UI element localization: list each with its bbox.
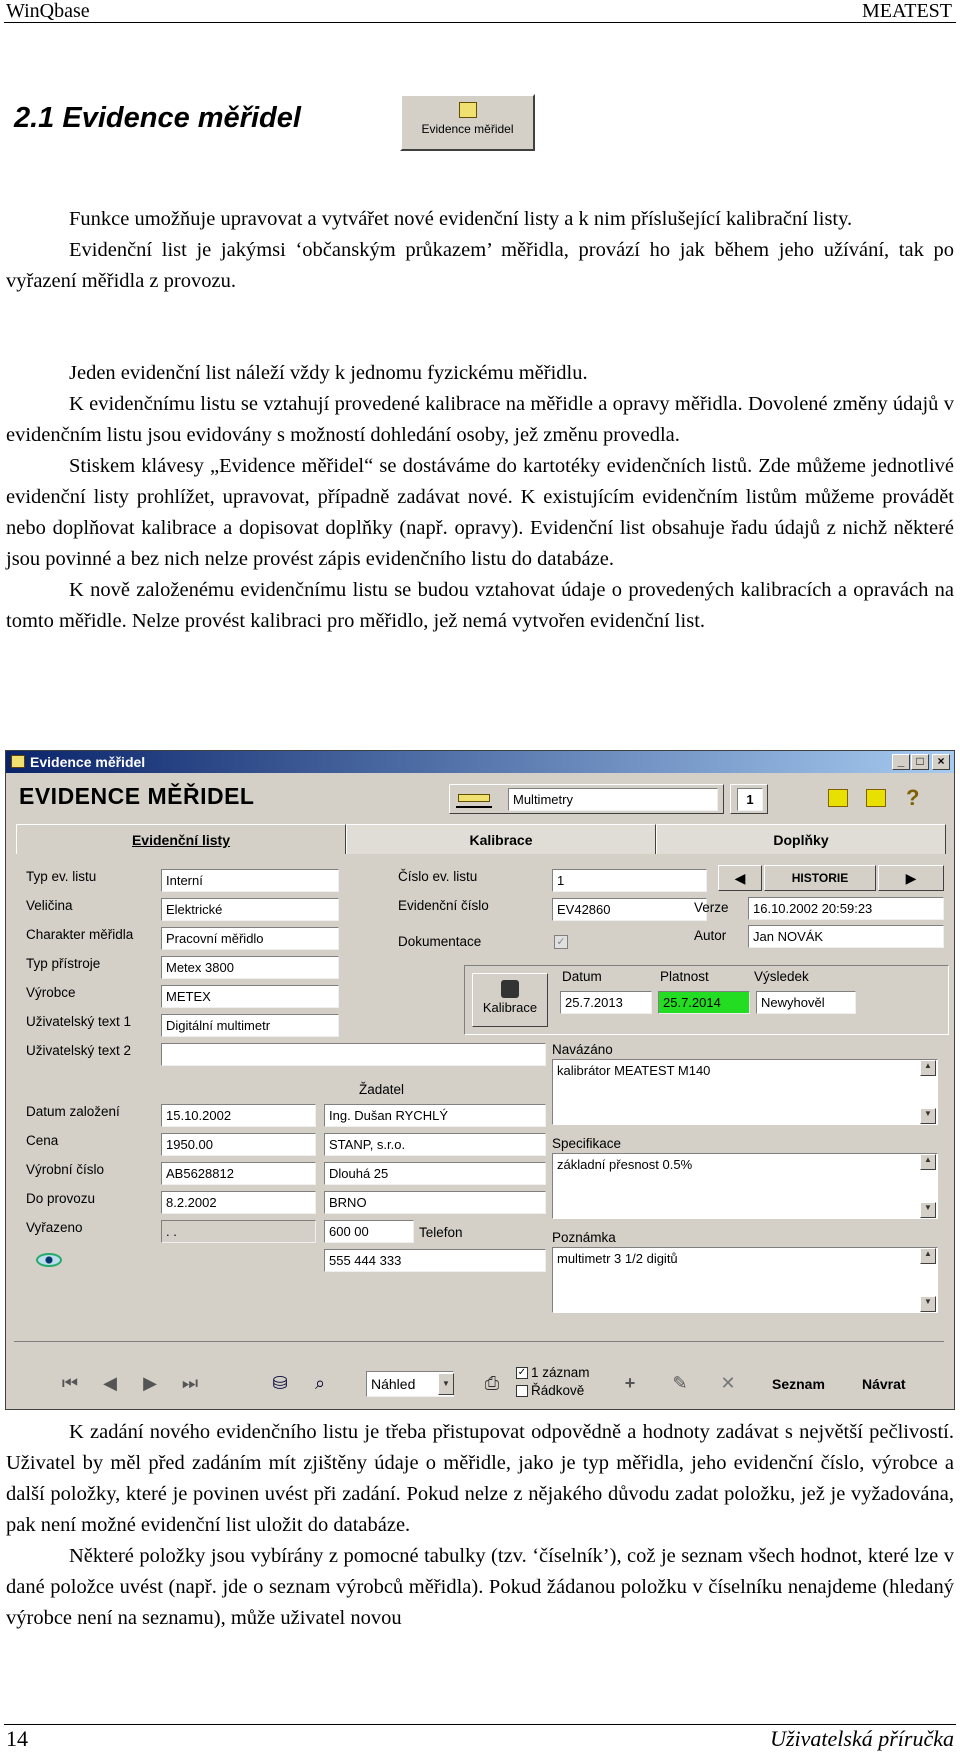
field-label: Dokumentace	[398, 934, 482, 949]
category-value[interactable]: Multimetry	[508, 788, 718, 811]
body-paragraph: K evidenčnímu listu se vztahují provedené kalibrace na měřidle a opravy měřidla. Dovolené změny údajů v evidenčním listu jsou evidovány s možností dohledání osoby, jež změnu provedla.	[6, 393, 954, 446]
velicina-field[interactable]: Elektrické	[161, 898, 339, 921]
footer-manual-title: Uživatelská příručka	[770, 1726, 954, 1751]
zadatel-zip-field[interactable]: 600 00	[324, 1220, 414, 1243]
first-record-icon[interactable]: ⏮	[61, 1373, 79, 1393]
record-counter-value: 1	[737, 788, 763, 811]
kal-platnost-field: 25.7.2014	[658, 991, 750, 1014]
kal-header: Výsledek	[754, 969, 809, 984]
field-label: Evidenční číslo	[398, 898, 489, 913]
body-paragraph: K nově založenému evidenčnímu listu se budou vztahovat údaje o provedených kalibracích a opravách na tomto měřidle. Nelze provést kalibraci pro měřidlo, jež nemá vytvořen evidenční list.	[6, 579, 954, 632]
radkove-checkbox[interactable]	[516, 1385, 528, 1397]
section-heading: 2.1 Evidence měřidel	[14, 102, 301, 134]
zadatel-street-field[interactable]: Dlouhá 25	[324, 1162, 546, 1185]
window-app-icon	[11, 755, 25, 768]
multimeter-icon	[456, 792, 492, 808]
telefon-field[interactable]: 555 444 333	[324, 1249, 546, 1272]
tab-doplnky[interactable]: Doplňky	[656, 824, 946, 854]
poznamka-value: multimetr 3 1/2 digitů	[557, 1251, 678, 1266]
body-text-2	[6, 1417, 954, 1634]
kal-header: Platnost	[660, 969, 709, 984]
field-label: Cena	[26, 1133, 59, 1148]
body-paragraph: Jeden evidenční list náleží vždy k jednomu fyzickému měřidlu.	[69, 362, 588, 384]
header-app-name: WinQbase	[6, 0, 90, 22]
calibrator-icon	[501, 980, 519, 998]
export-record-icon[interactable]	[866, 789, 886, 807]
specifikace-value: základní přesnost 0.5%	[557, 1157, 693, 1172]
navazano-textarea[interactable]	[552, 1059, 938, 1125]
window-titlebar	[6, 751, 954, 773]
tab-kalibrace[interactable]: Kalibrace	[346, 824, 656, 854]
vyrazeno-field[interactable]: . .	[161, 1220, 316, 1243]
seznam-button[interactable]: Seznam	[772, 1376, 825, 1392]
cislo-ev-listu-field[interactable]: 1	[552, 869, 707, 892]
new-record-icon[interactable]	[828, 789, 848, 807]
do-provozu-field[interactable]: 8.2.2002	[161, 1191, 316, 1214]
delete-record-icon[interactable]: ✕	[720, 1373, 736, 1393]
poznamka-label: Poznámka	[552, 1230, 616, 1245]
kal-header: Datum	[562, 969, 602, 984]
prev-record-icon[interactable]: ◀	[103, 1373, 117, 1393]
zadatel-city-field[interactable]: BRNO	[324, 1191, 546, 1214]
intro-paragraph: Evidenční list je jakýmsi ‘občanským průkazem’ měřidla, provází ho jak během jeho užívání, tak po vyřazení měřidla z provozu.	[6, 239, 954, 292]
chevron-down-icon[interactable]: ▼	[438, 1373, 454, 1395]
field-label: Do provozu	[26, 1191, 96, 1206]
kal-datum-field: 25.7.2013	[560, 991, 652, 1014]
minimize-button[interactable]: _	[892, 754, 910, 770]
zadatel-firm-field[interactable]: STANP, s.r.o.	[324, 1133, 546, 1156]
field-label: Typ přístroje	[26, 956, 101, 971]
scroll-up-button[interactable]: ▲	[920, 1154, 936, 1170]
specifikace-textarea[interactable]	[552, 1153, 938, 1219]
body-paragraph: Stiskem klávesy „Evidence měřidel“ se dostáváme do kartotéky evidenčních listů. Zde můžeme jednotlivé evidenční listy prohlížet, upravovat, případně zadávat nové. K existujícím evidenčním listům můžeme provádět nebo doplňovat kalibrace a dopisovat doplňky (např. opravy). Evidenční list obsahuje řadu údajů z nichž některé jsou povinné a bez nich nelze provést zápis evidenčního listu do databáze.	[6, 455, 954, 570]
datum-zalozeni-field[interactable]: 15.10.2002	[161, 1104, 316, 1127]
evidencni-cislo-field[interactable]: EV42860	[552, 898, 707, 921]
scroll-down-button[interactable]: ▼	[920, 1108, 936, 1124]
uzivatelsky-text-2-field[interactable]	[161, 1043, 546, 1066]
jeden-zaznam-label: 1 záznam	[531, 1365, 590, 1380]
page-number: 14	[6, 1726, 28, 1751]
zadatel-label: Žadatel	[359, 1082, 405, 1097]
uzivatelsky-text-1-field[interactable]: Digitální multimetr	[161, 1014, 339, 1037]
kalibrace-button-label: Kalibrace	[482, 1000, 538, 1015]
field-label: Uživatelský text 2	[26, 1043, 132, 1058]
autor-field: Jan NOVÁK	[748, 925, 944, 948]
scroll-up-button[interactable]: ▲	[920, 1060, 936, 1076]
eye-icon[interactable]	[36, 1253, 62, 1267]
evidence-meridel-toolbar-button[interactable]	[400, 94, 535, 151]
tab-evidencni-listy[interactable]: Evidenční listy	[16, 824, 346, 854]
next-record-icon[interactable]: ▶	[143, 1373, 157, 1393]
vyrobce-field[interactable]: METEX	[161, 985, 339, 1008]
scroll-down-button[interactable]: ▼	[920, 1202, 936, 1218]
search-icon[interactable]: ⌕	[314, 1373, 326, 1393]
field-label: Uživatelský text 1	[26, 1014, 132, 1029]
poznamka-textarea[interactable]	[552, 1247, 938, 1313]
autor-label: Autor	[694, 928, 727, 943]
view-mode-value: Náhled	[371, 1376, 416, 1392]
field-label: Veličina	[26, 898, 73, 913]
help-icon[interactable]: ?	[906, 785, 920, 810]
field-label: Datum založení	[26, 1104, 120, 1119]
vyrobni-cislo-field[interactable]: AB5628812	[161, 1162, 316, 1185]
navazano-value: kalibrátor MEATEST M140	[557, 1063, 711, 1078]
specifikace-label: Specifikace	[552, 1136, 622, 1151]
historie-button[interactable]: HISTORIE	[764, 865, 876, 891]
intro-paragraph: Funkce umožňuje upravovat a vytvářet nové evidenční listy a k nim příslušející kalibrační listy.	[69, 208, 853, 230]
field-label: Vyřazeno	[26, 1220, 83, 1235]
window-title: Evidence měřidel	[30, 754, 146, 770]
field-label: Výrobní číslo	[26, 1162, 105, 1177]
field-label: Typ ev. listu	[26, 869, 97, 884]
record-counter	[730, 784, 768, 814]
card-file-icon	[459, 102, 477, 118]
typ-ev-listu-field[interactable]: Interní	[161, 869, 339, 892]
dokumentace-checkbox[interactable]: ✓	[554, 935, 568, 949]
page-header	[4, 0, 956, 23]
charakter-meridla-field[interactable]: Pracovní měřidlo	[161, 927, 339, 950]
kalibrace-button[interactable]	[472, 973, 548, 1027]
jeden-zaznam-checkbox[interactable]: ✓	[517, 1367, 527, 1378]
zadatel-name-field[interactable]: Ing. Dušan RYCHLÝ	[324, 1104, 546, 1127]
field-label: Výrobce	[26, 985, 76, 1000]
body-paragraph: Některé položky jsou vybírány z pomocné tabulky (tzv. ‘číselník’), což je seznam všech hodnot, které lze v dané položce uvést (např. jde o seznam výrobců měřidla). Pokud žádanou položku v číselníku nenajdeme (hledaný výrobce není na seznamu), může uživatel novou	[6, 1545, 954, 1629]
last-record-icon[interactable]: ⏭	[181, 1373, 199, 1393]
scroll-up-button[interactable]: ▲	[920, 1248, 936, 1264]
typ-pristroje-field[interactable]: Metex 3800	[161, 956, 339, 979]
kal-vysledek-field: Newyhověl	[756, 991, 856, 1014]
header-company: MEATEST	[862, 0, 952, 22]
history-next-button[interactable]: ▶	[878, 865, 944, 891]
toolbar-button-label: Evidence měřidel	[421, 122, 514, 136]
toolbar-separator	[14, 1341, 944, 1342]
category-selector[interactable]	[449, 784, 724, 814]
body-paragraph: K zadání nového evidenčního listu je třeba přistupovat odpovědně a hodnoty zadávat s největší pečlivostí. Uživatel by měl před zadáním mít zjištěny údaje o měřidle, jako je typ měřidla, jeho evidenční číslo, výrobce a další položky, které je povinen uvést při zadání. Pokud nelze z nějakého důvodu zadat položku, jež je vyžadována, pak není možné evidenční list uložit do databáze.	[6, 1421, 954, 1536]
navazano-label: Navázáno	[552, 1042, 613, 1057]
close-button[interactable]: ×	[932, 754, 950, 770]
window-big-title: EVIDENCE MĚŘIDEL	[19, 783, 255, 809]
field-label: Číslo ev. listu	[398, 869, 478, 884]
field-label: Charakter měřidla	[26, 927, 134, 942]
verze-field: 16.10.2002 20:59:23	[748, 897, 944, 920]
print-icon[interactable]: ⎙	[484, 1373, 500, 1393]
history-prev-button[interactable]: ◀	[718, 865, 762, 891]
body-text-1	[6, 358, 954, 637]
page-footer	[4, 1724, 956, 1753]
scroll-down-button[interactable]: ▼	[920, 1296, 936, 1312]
cena-field[interactable]: 1950.00	[161, 1133, 316, 1156]
navrat-button[interactable]: Návrat	[862, 1376, 906, 1392]
radkove-label: Řádkově	[531, 1383, 585, 1398]
intro-text	[6, 204, 954, 297]
evidence-window	[5, 750, 955, 1410]
add-record-icon[interactable]: +	[624, 1373, 636, 1393]
telefon-label: Telefon	[419, 1225, 463, 1240]
edit-record-icon[interactable]: ✎	[672, 1373, 688, 1393]
verze-label: Verze	[694, 900, 729, 915]
filter-icon[interactable]: ⛁	[272, 1373, 288, 1393]
maximize-button[interactable]: □	[911, 754, 929, 770]
